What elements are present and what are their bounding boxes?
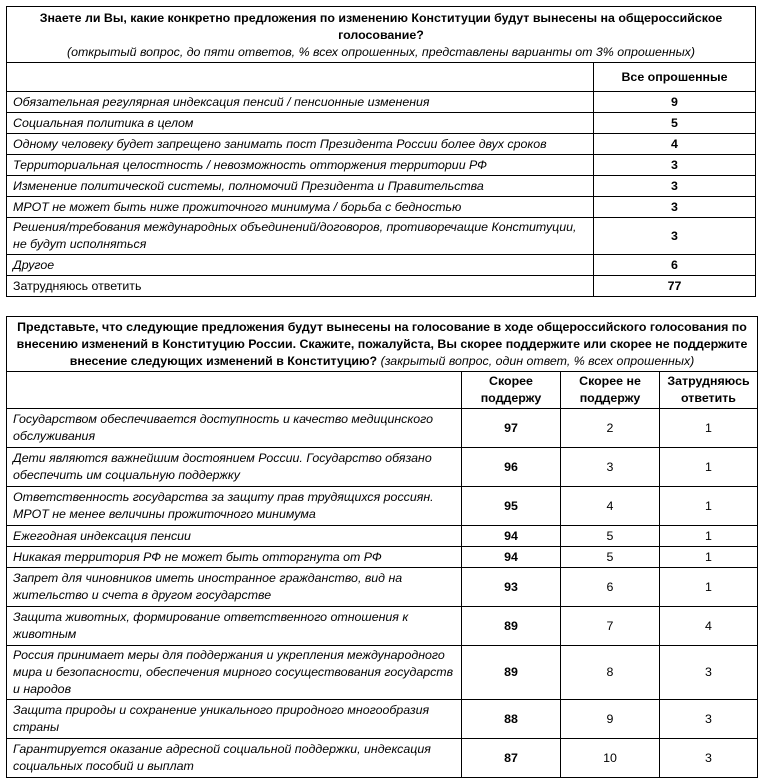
oppose-value: 6 [561, 568, 660, 607]
support-value: 87 [462, 739, 561, 778]
row-value: 3 [594, 176, 756, 197]
support-value: 89 [462, 607, 561, 646]
table-row [7, 176, 756, 197]
column-header-all-respondents: Все опрошенные [594, 63, 756, 92]
question-header-row [7, 7, 756, 63]
row-label: Защита животных, формирование ответственного отношения к животным [7, 607, 462, 646]
support-value: 94 [462, 526, 561, 547]
row-value: 77 [594, 276, 756, 297]
unsure-value: 1 [660, 526, 758, 547]
question-header-row [7, 317, 758, 372]
table-row [7, 646, 758, 700]
table-row [7, 113, 756, 134]
row-value: 5 [594, 113, 756, 134]
support-value: 88 [462, 700, 561, 739]
row-label: Другое [7, 255, 594, 276]
row-label: Государством обеспечивается доступность и качество медицинского обслуживания [7, 409, 462, 448]
row-label: Территориальная целостность / невозможность отторжения территории РФ [7, 155, 594, 176]
question-title: Представьте, что следующие предложения будут вынесены на голосование в ходе общероссийского голосования по внесению изменений в Конституцию России. Скажите, пожалуйста, Вы скорее поддержите или скорее не поддержите внесение следующих изменений в Конституцию? [16, 320, 748, 368]
oppose-value: 8 [561, 646, 660, 700]
support-value: 93 [462, 568, 561, 607]
survey-table-support-proposals [6, 316, 758, 778]
row-label: МРОТ не может быть ниже прожиточного минимума / борьба с бедностью [7, 197, 594, 218]
oppose-value: 5 [561, 526, 660, 547]
support-value: 96 [462, 448, 561, 487]
table-row [7, 155, 756, 176]
row-value: 6 [594, 255, 756, 276]
table-row [7, 255, 756, 276]
row-label: Ежегодная индексация пенсии [7, 526, 462, 547]
unsure-value: 1 [660, 547, 758, 568]
support-value: 95 [462, 487, 561, 526]
unsure-value: 4 [660, 607, 758, 646]
support-value: 97 [462, 409, 561, 448]
unsure-value: 1 [660, 409, 758, 448]
oppose-value: 10 [561, 739, 660, 778]
table-row [7, 92, 756, 113]
row-label: Социальная политика в целом [7, 113, 594, 134]
oppose-value: 5 [561, 547, 660, 568]
column-header-oppose: Скорее не поддержу [561, 372, 660, 409]
table-row [7, 134, 756, 155]
oppose-value: 9 [561, 700, 660, 739]
row-label: Никакая территория РФ не может быть отторгнута от РФ [7, 547, 462, 568]
row-value: 9 [594, 92, 756, 113]
table-row [7, 547, 758, 568]
oppose-value: 2 [561, 409, 660, 448]
unsure-value: 3 [660, 646, 758, 700]
column-header-support: Скорее поддержу [462, 372, 561, 409]
question-title: Знаете ли Вы, какие конкретно предложения по изменению Конституции будут вынесены на общероссийское голосование? [39, 11, 723, 42]
unsure-value: 1 [660, 568, 758, 607]
row-value: 4 [594, 134, 756, 155]
row-label: Изменение политической системы, полномочий Президента и Правительства [7, 176, 594, 197]
oppose-value: 3 [561, 448, 660, 487]
row-label: Запрет для чиновников иметь иностранное гражданство, вид на жительство и счета в другом государстве [7, 568, 462, 607]
column-header-unsure: Затрудняюсь ответить [660, 372, 758, 409]
row-label: Гарантируется оказание адресной социальной поддержки, индексация социальных пособий и выплат [7, 739, 462, 778]
row-value: 3 [594, 218, 756, 255]
table-row [7, 448, 758, 487]
row-value: 3 [594, 155, 756, 176]
oppose-value: 7 [561, 607, 660, 646]
question-note: (открытый вопрос, до пяти ответов, % всех опрошенных, представлены варианты от 3% опрошенных) [66, 45, 696, 59]
row-value: 3 [594, 197, 756, 218]
row-label: Россия принимает меры для поддержания и укрепления международного мира и безопасности, обеспечения мирного сосуществования государств и народов [7, 646, 462, 700]
question-note: (закрытый вопрос, один ответ, % всех опрошенных) [380, 354, 695, 368]
empty-header-cell [7, 372, 462, 409]
empty-header-cell [7, 63, 594, 92]
row-label: Решения/требования международных объединений/договоров, противоречащие Конституции, не будут исполняться [7, 218, 594, 255]
table-row [7, 568, 758, 607]
unsure-value: 1 [660, 448, 758, 487]
row-label: Затрудняюсь ответить [7, 276, 594, 297]
unsure-value: 1 [660, 487, 758, 526]
table-row [7, 197, 756, 218]
table-row [7, 409, 758, 448]
support-value: 94 [462, 547, 561, 568]
unsure-value: 3 [660, 739, 758, 778]
table-row [7, 739, 758, 778]
oppose-value: 4 [561, 487, 660, 526]
question-cell [7, 317, 758, 372]
table-row [7, 218, 756, 255]
support-value: 89 [462, 646, 561, 700]
column-header-row [7, 372, 758, 409]
table-row [7, 276, 756, 297]
row-label: Защита природы и сохранение уникального природного многообразия страны [7, 700, 462, 739]
table-row [7, 607, 758, 646]
question-cell [7, 7, 756, 63]
table-row [7, 700, 758, 739]
survey-table-known-proposals [6, 6, 756, 297]
column-header-row [7, 63, 756, 92]
row-label: Ответственность государства за защиту прав трудящихся россиян. МРОТ не менее величины прожиточного минимума [7, 487, 462, 526]
table-row [7, 487, 758, 526]
row-label: Одному человеку будет запрещено занимать пост Президента России более двух сроков [7, 134, 594, 155]
unsure-value: 3 [660, 700, 758, 739]
row-label: Дети являются важнейшим достоянием России. Государство обязано обеспечить им социальную поддержку [7, 448, 462, 487]
table-row [7, 526, 758, 547]
row-label: Обязательная регулярная индексация пенсий / пенсионные изменения [7, 92, 594, 113]
